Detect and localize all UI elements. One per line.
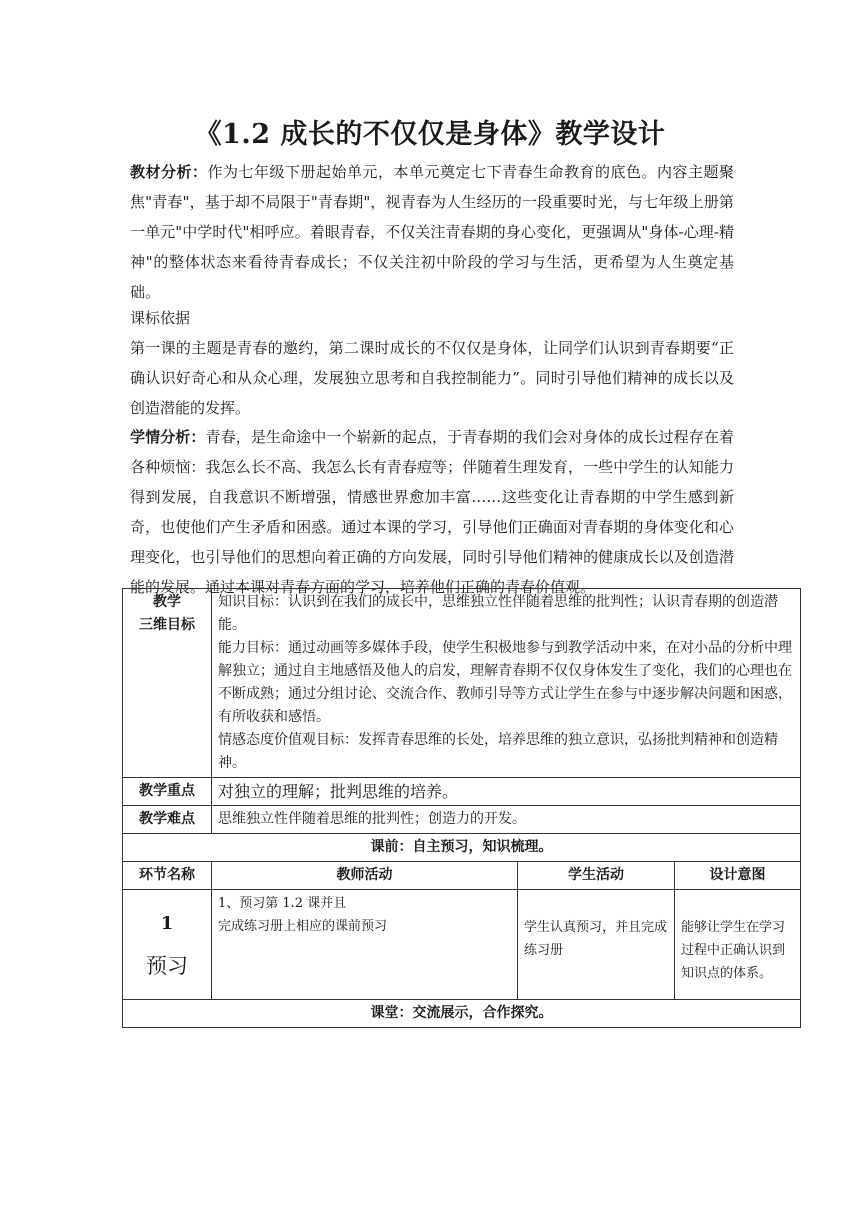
- student-analysis-text: 青春，是生命途中一个崭新的起点，于青春期的我们会对身体的成长过程存在着各种烦恼：我怎么长不高、我怎么长有青春痘等；伴随着生理发育，一些中学生的认知能力得到发展，自我意识不断增强，情感世界愈加丰富……这些变化让青春期的中学生感到新奇，也使他们产生矛盾和困惑。通过本课的学习，引导他们正确面对青春期的身体变化和心理变化，也引导他们的思想向着正确的方向发展，同时引导他们精神的健康成长以及创造潜能的发展。通过本课对青春方面的学习，培养他们正确的青春价值观。: [130, 428, 734, 596]
- preview-stage-name: 预习: [146, 953, 188, 978]
- difficulty-row: [123, 806, 801, 834]
- student-analysis-paragraph: [130, 422, 734, 602]
- in-class-row: [123, 1000, 801, 1028]
- goal-emotion: 情感态度价值观目标：发挥青春思维的长处，培养思维的独立意识，弘扬批判精神和创造精神。: [218, 732, 778, 771]
- col-teacher-header: 教师活动: [212, 862, 518, 890]
- goal-knowledge: 知识目标：认识到在我们的成长中，思维独立性伴随着思维的批判性；认识青春期的创造潜能。: [218, 594, 778, 633]
- column-header-row: [123, 862, 801, 890]
- difficulty-label: 教学难点: [123, 806, 212, 834]
- preview-teacher-line1: 1、预习第 1.2 课并且: [218, 896, 347, 911]
- lesson-plan-table: [122, 588, 801, 1028]
- textbook-analysis-text: 作为七年级下册起始单元，本单元奠定七下青春生命教育的底色。内容主题聚焦"青春"，基于却不局限于"青春期"，视青春为人生经历的一段重要时光，与七年级上册第一单元"中学时代"相呼应。着眼青春，不仅关注青春期的身心变化，更强调从"身体-心理-精神"的整体状态来看待青春成长；不仅关注初中阶段的学习与生活，更希望为人生奠定基础。: [130, 163, 734, 301]
- student-analysis-label: 学情分析：: [130, 428, 206, 446]
- document-title: 《1.2 成长的不仅仅是身体》教学设计: [194, 119, 666, 150]
- key-point-text: 对独立的理解；批判思维的培养。: [212, 778, 801, 806]
- pre-class-heading: 课前：自主预习，知识梳理。: [123, 834, 801, 862]
- key-point-label: 教学重点: [123, 778, 212, 806]
- preview-row: [123, 890, 801, 1000]
- preview-teacher-line2: 完成练习册上相应的课前预习: [218, 919, 388, 934]
- difficulty-text: 思维独立性伴随着思维的批判性；创造力的开发。: [212, 806, 801, 834]
- textbook-analysis-paragraph: [130, 157, 734, 307]
- curriculum-standard-text: 第一课的主题是青春的邀约，第二课时成长的不仅仅是身体，让同学们认识到青春期要“正确认识好奇心和从众心理，发展独立思考和自我控制能力”。同时引导他们精神的成长以及创造潜能的发挥。: [130, 339, 734, 417]
- preview-intent-cell: 能够让学生在学习过程中正确认识到知识点的体系。: [675, 890, 801, 1000]
- goals-label-cell: [123, 589, 212, 778]
- preview-stage-cell: [123, 890, 212, 1000]
- col-intent-header: 设计意图: [675, 862, 801, 890]
- col-student-header: 学生活动: [518, 862, 675, 890]
- goals-label-line2: 三维目标: [139, 617, 195, 633]
- goal-ability: 能力目标：通过动画等多媒体手段，使学生积极地参与到教学活动中来，在对小品的分析中理解独立；通过自主地感悟及他人的启发，理解青春期不仅仅身体发生了变化，我们的心理也在不断成熟；通过分组讨论、交流合作、教师引导等方式让学生在参与中逐步解决问题和困惑，有所收获和感悟。: [218, 640, 792, 725]
- preview-teacher-cell: [212, 890, 518, 1000]
- goals-label-line1: 教学: [153, 594, 181, 610]
- preview-stage-number: 1: [160, 912, 174, 934]
- key-point-row: [123, 778, 801, 806]
- goals-row: [123, 589, 801, 778]
- in-class-heading: 课堂：交流展示，合作探究。: [123, 1000, 801, 1028]
- textbook-analysis-label: 教材分析：: [130, 163, 208, 181]
- preview-student-cell: 学生认真预习，并且完成练习册: [518, 890, 675, 1000]
- pre-class-row: [123, 834, 801, 862]
- curriculum-standard-heading: 课标依据: [130, 309, 191, 327]
- col-stage-header: 环节名称: [123, 862, 212, 890]
- goals-content-cell: [212, 589, 801, 778]
